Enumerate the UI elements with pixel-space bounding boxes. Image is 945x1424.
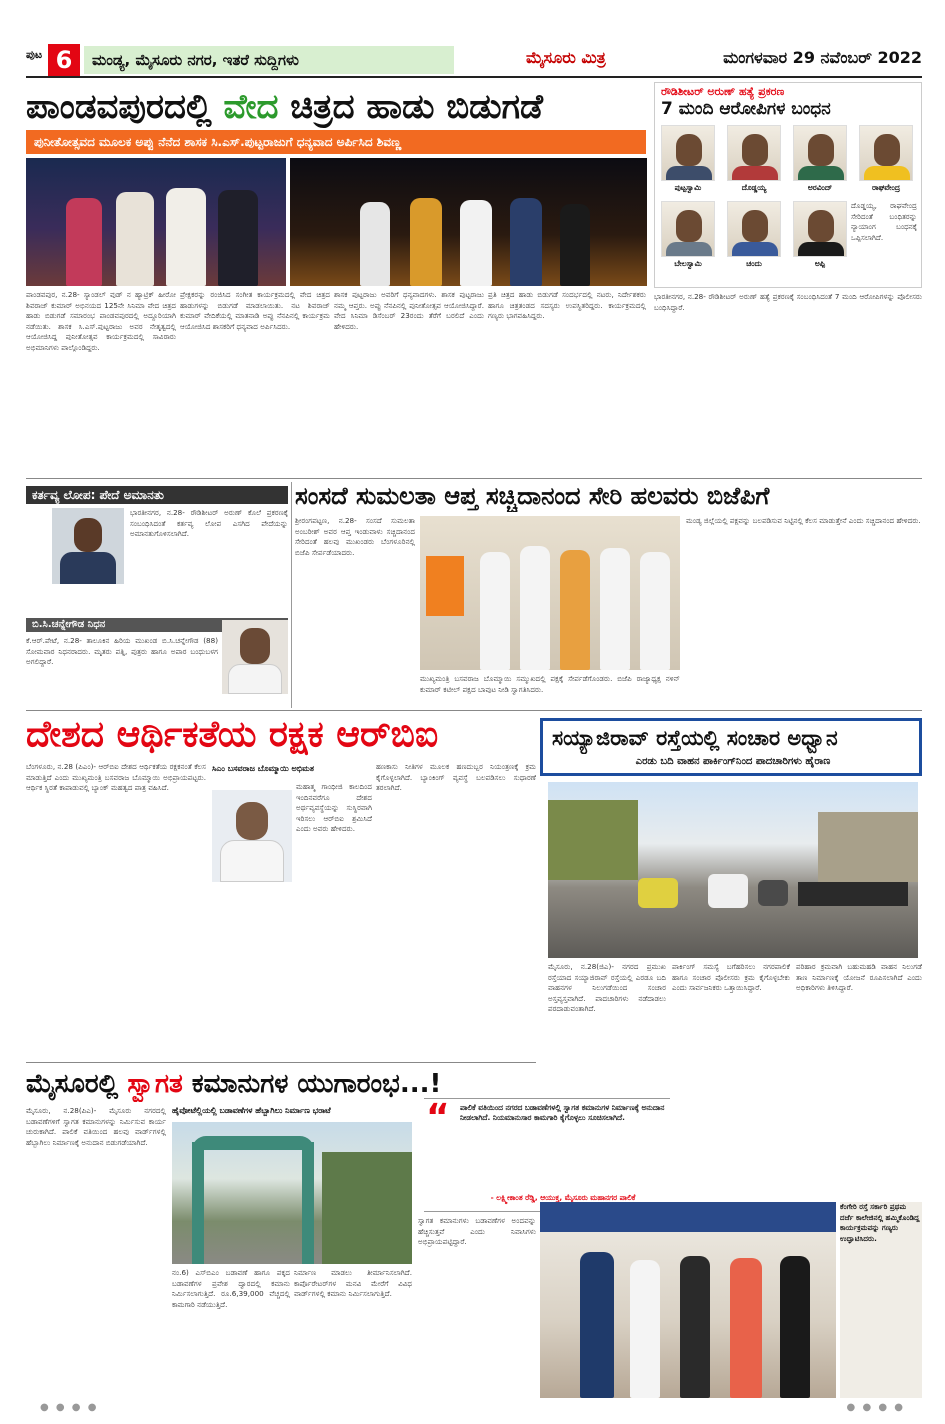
arches-body-col3: ನಿರ್ಮಾಣ ಮಾಡಲು ತೀರ್ಮಾನಿಸಲಾಗಿದೆ. ಕಾರ್ಪೊರೇಟರ್‌ಗಳ ಮನವಿ ಮೇರೆಗೆ ವಿವಿಧ ವಾರ್ಡ್‌ಗಳಲ್ಲಿ ಕಮಾನು ನಿರ್ಮಿಸಲಾಗುತ್ತಿದೆ. (294, 1268, 412, 1299)
photo-person (360, 202, 390, 286)
photo-person (218, 190, 258, 286)
veda-stage-photo-left (26, 158, 286, 286)
bjp-body-mid: ಮುಖ್ಯಮಂತ್ರಿ ಬಸವರಾಜ ಬೊಮ್ಮಾಯಿ ಸಮ್ಮುಖದಲ್ಲಿ ಪಕ್ಷಕ್ಕೆ ಸೇರ್ಪಡೆಗೊಂಡರು. ಬಿಜೆಪಿ ರಾಜ್ಯಾಧ್ಯಕ್ಷ ನಳಿನ್ ಕುಮಾರ್ ಕಟೀಲ್ ಪಕ್ಷದ ಬಾವುಟ ನೀಡಿ ಸ್ವಾಗತಿಸಿದರು. (420, 674, 680, 694)
photo-person (560, 204, 590, 286)
bjp-body-left: ಶ್ರೀರಂಗಪಟ್ಟಣ, ನ.28- ಸಂಸದೆ ಸುಮಲತಾ ಅಂಬರೀಶ್ ಅವರ ಆಪ್ತ ಇಂಡುವಾಳು ಸಚ್ಚಿದಾನಂದ ಸೇರಿದಂತೆ ಹಲವು ಮುಖಂಡರು ಬೆಂಗಳೂರಿನಲ್ಲಿ ಬಿಜೆಪಿ ಸೇರ್ಪಡೆಯಾದರು. (295, 516, 415, 557)
page-label: ಪುಟ (26, 48, 43, 61)
commissioner-quote-box (424, 1098, 670, 1212)
arrest-kicker: ರೌಡಿಶೀಟರ್ ಅರುಣ್ ಹತ್ಯೆ ಪ್ರಕರಣ (661, 85, 785, 98)
arrest-body: ಭಾರತೀನಗರ, ನ.28- ರೌಡಿಶೀಟರ್ ಅರುಣ್ ಹತ್ಯೆ ಪ್ರಕರಣಕ್ಕೆ ಸಂಬಂಧಿಸಿದಂತೆ 7 ಮಂದಿ ಆರೋಪಿಗಳನ್ನು ಪೊಲೀಸರು ಬಂಧಿಸಿದ್ದಾರೆ. (654, 292, 922, 312)
veda-headline (26, 84, 646, 130)
obituary-photo (222, 620, 288, 694)
accused-name: ಅರವಿಂದ್ (807, 183, 833, 192)
veda-body-col4: ಪ್ರತಿ ಚಿತ್ರದ ಹಾಡು ಬಿಡುಗಡೆ ಸಂದರ್ಭದಲ್ಲಿ ನಟರು, ನಿರ್ದೇಶಕರು ಹಾಗೂ ಚಿತ್ರತಂಡದ ಸದಸ್ಯರು ಉಪಸ್ಥಿತರಿದ್ದರು. ಕಾರ್ಯಕ್ರಮದಲ್ಲಿ ಗಣ್ಯರು ಭಾಗವಹಿಸಿದ್ದರು. (488, 290, 646, 321)
sayyaji-body-col2: ಪಾರ್ಕಿಂಗ್ ಸಮಸ್ಯೆ ಬಗೆಹರಿಸಲು ನಗರಪಾಲಿಕೆ ಹಾಗೂ ಸಂಚಾರ ಪೊಲೀಸರು ಕ್ರಮ ಕೈಗೊಳ್ಳಬೇಕು ಎಂದು ಸಾರ್ವಜನಿಕರು ಒತ್ತಾಯಿಸಿದ್ದಾರೆ. (672, 962, 790, 993)
college-event-caption: ಕೆಂಗೇರಿ ರಸ್ತೆ ಸರ್ಕಾರಿ ಪ್ರಥಮ ದರ್ಜೆ ಕಾಲೇಜಿನಲ್ಲಿ ಹಮ್ಮಿಕೊಂಡಿದ್ದ ಕಾರ್ಯಕ್ರಮವನ್ನು ಗಣ್ಯರು ಉದ್ಘಾಟಿಸಿದರು. (840, 1202, 922, 1398)
constable-photo (52, 508, 124, 584)
accused-name: ಪುಟ್ಟಸ್ವಾಮಿ (674, 183, 702, 192)
photo-person (410, 198, 442, 286)
bjp-body-mid-top (295, 674, 415, 708)
obituary-headline: ಬಿ.ಸಿ.ಚನ್ನೇಗೌಡ ನಿಧನ (26, 618, 288, 632)
accused-photo (859, 125, 913, 181)
veda-body-col3: ಶಾಸಕ ಪುಟ್ಟರಾಜು ಅವರಿಗೆ ಧನ್ಯವಾದಗಳು. ಶಾಸಕ ಪುಟ್ಟರಾಜು ನಮ್ಮ ಆಪ್ತರು. ಅಪ್ಪು ನೆನಪಿನಲ್ಲಿ ಪುನೀತೋತ್ಸವ ಆಯೋಜಿಸಿದ್ದಾರೆ. ವೇದ ಸಿನಿಮಾ ಡಿಸೆಂಬರ್ 23ರಂದು ತೆರೆಗೆ ಬರಲಿದೆ ಎಂದು ಹೇಳಿದರು. (334, 290, 484, 331)
arrest-body-right: ದೊಡ್ಡಯ್ಯ, ರಾಘವೇಂದ್ರ ಸೇರಿದಂತೆ ಬಂಧಿತರನ್ನು ನ್ಯಾಯಾಂಗ ಬಂಧನಕ್ಕೆ ಒಪ್ಪಿಸಲಾಗಿದೆ. (851, 201, 917, 242)
publication-date: ಮಂಗಳವಾರ 29 ನವೆಂಬರ್ 2022 (723, 48, 922, 67)
accused-name: ಅಪ್ಪಿ (814, 259, 826, 268)
divider (26, 1062, 536, 1063)
bjp-flag (426, 556, 464, 616)
veda-headline-part3: ಚಿತ್ರದ ಹಾಡು ಬಿಡುಗಡೆ (278, 87, 544, 127)
accused-name: ಬೇಲಸ್ವಾಮಿ (674, 259, 702, 268)
photo-person (166, 188, 206, 286)
veda-stage-photo-right (290, 158, 647, 286)
sayyaji-subhead: ಎರಡು ಬದಿ ವಾಹನ ಪಾರ್ಕಿಂಗ್‌ನಿಂದ ಪಾದಚಾರಿಗಳು ಹೈರಾಣ (635, 756, 831, 767)
bjp-joining-photo (420, 516, 680, 670)
veda-body-col1: ಪಾಂಡವಪುರ, ನ.28- ಸ್ಯಾಂಡಲ್ ವುಡ್ ನ ಹ್ಯಾಟ್ರಿಕ್ ಹೀರೋ ಶಿವರಾಜ್ ಕುಮಾರ್ ಅಭಿನಯದ 125ನೇ ಸಿನಿಮಾ ವೇದ ಚಿತ್ರದ ಹಾಡು ಬಿಡುಗಡೆ ಸಮಾರಂಭ ಪಾಂಡವಪುರದಲ್ಲಿ ಅದ್ದೂರಿಯಾಗಿ ನಡೆಯಿತು. ಶಾಸಕ ಸಿ.ಎಸ್.ಪುಟ್ಟರಾಜು ಅವರ ನೇತೃತ್ವದಲ್ಲಿ ಆಯೋಜಿಸಿದ್ದ ಪುನೀತೋತ್ಸವ ಕಾರ್ಯಕ್ರಮದಲ್ಲಿ ಸಾವಿರಾರು ಅಭಿಮಾನಿಗಳು ಪಾಲ್ಗೊಂಡಿದ್ದರು. (26, 290, 176, 352)
divider (26, 710, 922, 711)
rbi-cm-label: ಸಿಎಂ ಬಸವರಾಜ ಬೊಮ್ಮಾಯಿ ಅಭಿಮತ (212, 764, 315, 773)
photo-person (66, 198, 102, 286)
photo-person (460, 200, 492, 286)
arches-body-col2: ನಂ.6) ಎಸ್‌ಬಿಎಂ ಬಡಾವಣೆ ಹಾಗೂ ಪಕ್ಕದ ಬಡಾವಣೆಗಳ ಪ್ರವೇಶ ದ್ವಾರದಲ್ಲಿ ಕಮಾನು ನಿರ್ಮಿಸಲಾಗುತ್ತಿದೆ. ರೂ.6,39,000 ವೆಚ್ಚದಲ್ಲಿ ಕಾಮಗಾರಿ ನಡೆಯುತ್ತಿದೆ. (172, 1268, 290, 1309)
registration-marks-right: ● ● ● ● (846, 1402, 905, 1413)
arches-headline-part1: ಮೈಸೂರಲ್ಲಿ (26, 1069, 128, 1099)
section-title: ಮಂಡ್ಯ, ಮೈಸೂರು ನಗರ, ಇತರೆ ಸುದ್ದಿಗಳು (84, 46, 454, 74)
sayyaji-body-col1: ಮೈಸೂರು, ನ.28(ಜಿಎ)- ನಗರದ ಪ್ರಮುಖ ರಸ್ತೆಯಾದ ಸಯ್ಯಾಜಿರಾವ್ ರಸ್ತೆಯಲ್ಲಿ ಎರಡೂ ಬದಿ ವಾಹನಗಳ ನಿಲುಗಡೆಯಿಂದ ಸಂಚಾರ ಅಸ್ತವ್ಯಸ್ತವಾಗಿದೆ. ಪಾದಚಾರಿಗಳು ನಡೆದಾಡಲು ಪರದಾಡುವಂತಾಗಿದೆ. (548, 962, 666, 1014)
arrest-headline: 7 ಮಂದಿ ಆರೋಪಿಗಳ ಬಂಧನ (661, 99, 831, 119)
sayyaji-headline: ಸಯ್ಯಾಜಿರಾವ್ ರಸ್ತೆಯಲ್ಲಿ ಸಂಚಾರ ಅಧ್ವಾನ (552, 726, 838, 750)
quote-icon: “ (426, 1097, 450, 1138)
arches-headline-part3: ಕಮಾನುಗಳ ಯುಗಾರಂಭ...! (182, 1069, 442, 1099)
suspension-body: ಭಾರತೀನಗರ, ನ.28- ರೌಡಿಶೀಟರ್ ಅರುಣ್ ಕೊಲೆ ಪ್ರಕರಣಕ್ಕೆ ಸಂಬಂಧಿಸಿದಂತೆ ಕರ್ತವ್ಯ ಲೋಪ ಎಸಗಿದ ಪೇದೆಯನ್ನು ಅಮಾನತುಗೊಳಿಸಲಾಗಿದೆ. (130, 508, 288, 539)
cm-photo (212, 790, 292, 882)
sayyaji-road-photo (548, 782, 918, 958)
accused-photo (661, 125, 715, 181)
accused-photo (727, 201, 781, 257)
bjp-headline: ಸಂಸದೆ ಸುಮಲತಾ ಆಪ್ತ ಸಚ್ಚಿದಾನಂದ ಸೇರಿ ಹಲವರು ಬಿಜೆಪಿಗೆ (295, 482, 770, 510)
suspension-headline: ಕರ್ತವ್ಯ ಲೋಪ: ಪೇದೆ ಅಮಾನತು (26, 486, 288, 504)
arches-body-col1: ಮೈಸೂರು, ನ.28(ಪಿಎ)- ಮೈಸೂರು ನಗರದಲ್ಲಿ ಬಡಾವಣೆಗಳಿಗೆ ಸ್ವಾಗತ ಕಮಾನುಗಳನ್ನು ನಿರ್ಮಿಸುವ ಕಾರ್ಯ ಚುರುಕಾಗಿದೆ. ಪಾಲಿಕೆ ವತಿಯಿಂದ ಹಲವು ವಾರ್ಡ್‌ಗಳಲ್ಲಿ ಹೆಬ್ಬಾಗಿಲು ನಿರ್ಮಾಣಕ್ಕೆ ಅನುದಾನ ಬಿಡುಗಡೆಯಾಗಿದೆ. (26, 1106, 166, 1147)
veda-subhead: ಪುನೀತೋತ್ಸವದ ಮೂಲಕ ಅಪ್ಪು ನೆನೆದ ಶಾಸಕ ಸಿ.ಎಸ್.ಪುಟ್ಟರಾಜುಗೆ ಧನ್ಯವಾದ ಅರ್ಪಿಸಿದ ಶಿವಣ್ಣ (26, 130, 646, 154)
accused-photo (793, 125, 847, 181)
masthead (26, 44, 922, 78)
arches-headline (26, 1066, 546, 1102)
college-event-photo (540, 1202, 836, 1398)
arrest-story-box (654, 82, 922, 288)
bjp-body-right: ಮಂಡ್ಯ ಜಿಲ್ಲೆಯಲ್ಲಿ ಪಕ್ಷವನ್ನು ಬಲಪಡಿಸುವ ನಿಟ್ಟಿನಲ್ಲಿ ಕೆಲಸ ಮಾಡುತ್ತೇನೆ ಎಂದು ಸಚ್ಚಿದಾನಂದ ಹೇಳಿದರು. (686, 516, 921, 525)
accused-photo (727, 125, 781, 181)
accused-photo (793, 201, 847, 257)
accused-name: ಚಂದು (746, 259, 762, 268)
divider (26, 478, 922, 479)
veda-headline-part1: ಪಾಂಡವಪುರದಲ್ಲಿ (26, 87, 224, 127)
veda-body-col2: ಪ್ರೇಕ್ಷಕರನ್ನು ರಂಜಿಸಿದ ಸಂಗೀತ ಕಾರ್ಯಕ್ರಮದಲ್ಲಿ ವೇದ ಚಿತ್ರದ ಹಾಡುಗಳನ್ನು ಬಿಡುಗಡೆ ಮಾಡಲಾಯಿತು. ನಟ ಶಿವರಾಜ್ ಕುಮಾರ್ ವೇದಿಕೆಯಲ್ಲಿ ಮಾತನಾಡಿ ಅಪ್ಪು ನೆನಪಿನಲ್ಲಿ ಕಾರ್ಯಕ್ರಮ ಆಯೋಜಿಸಿದ ಶಾಸಕರಿಗೆ ಧನ್ಯವಾದ ಅರ್ಪಿಸಿದರು. (180, 290, 330, 331)
arches-body-col4: ಸ್ವಾಗತ ಕಮಾನುಗಳು ಬಡಾವಣೆಗಳ ಅಂದವನ್ನು ಹೆಚ್ಚಿಸುತ್ತವೆ ಎಂದು ನಿವಾಸಿಗಳು ಅಭಿಪ್ರಾಯಪಟ್ಟಿದ್ದಾರೆ. (418, 1216, 536, 1247)
rbi-body-col3: ಹಣಕಾಸು ನೀತಿಗಳ ಮೂಲಕ ಹಣದುಬ್ಬರ ನಿಯಂತ್ರಣಕ್ಕೆ ಕ್ರಮ ಕೈಗೊಳ್ಳಲಾಗಿದೆ. ಬ್ಯಾಂಕಿಂಗ್ ವ್ಯವಸ್ಥೆ ಬಲಪಡಿಸಲು ಸುಧಾರಣೆ ತರಲಾಗಿದೆ. (376, 762, 536, 793)
rbi-body-col2b (212, 886, 372, 1058)
commissioner-quote-author: - ಲಕ್ಷ್ಮೀಕಾಂತ ರೆಡ್ಡಿ, ಆಯುಕ್ತ, ಮೈಸೂರು ಮಹಾನಗರ ಪಾಲಿಕೆ (490, 1193, 636, 1202)
rbi-body-col2: ಮಹಾತ್ಮ ಗಾಂಧೀಜಿ ಕಾಲದಿಂದ ಇಂದಿನವರೆಗೂ ದೇಶದ ಅರ್ಥವ್ಯವಸ್ಥೆಯನ್ನು ಸುಸ್ಥಿರವಾಗಿ ಇರಿಸಲು ಆರ್‌ಬಿಐ ಶ್ರಮಿಸಿದೆ ಎಂದು ಅವರು ಹೇಳಿದರು. (296, 782, 372, 834)
accused-name: ರಾಘವೇಂದ್ರ (871, 183, 901, 192)
rbi-body-col1: ಬೆಂಗಳೂರು, ನ.28 (ಪಿಎಂ)- ಆರ್‌ಬಿಐ ದೇಶದ ಆರ್ಥಿಕತೆಯ ರಕ್ಷಕನಂತೆ ಕೆಲಸ ಮಾಡುತ್ತಿದೆ ಎಂದು ಮುಖ್ಯಮಂತ್ರಿ ಬಸವರಾಜ ಬೊಮ್ಮಾಯಿ ಅಭಿಪ್ರಾಯಪಟ್ಟರು. ಆರ್ಥಿಕ ಸ್ಥಿರತೆ ಕಾಪಾಡುವಲ್ಲಿ ಬ್ಯಾಂಕ್ ಮಹತ್ವದ ಪಾತ್ರ ವಹಿಸಿದೆ. (26, 762, 206, 793)
arches-headline-part2: ಸ್ವಾಗತ (127, 1069, 183, 1099)
column-rule (291, 482, 292, 708)
accused-name: ದೊಡ್ಡಯ್ಯ (741, 183, 767, 192)
paper-name: ಮೈಸೂರು ಮಿತ್ರ (526, 48, 606, 67)
veda-headline-part2: ವೇದ (223, 87, 279, 127)
photo-person (510, 198, 542, 286)
photo-person (116, 192, 154, 286)
arches-photo-kicker: ಹೈವೋಟೆಲ್ಲಿಯಲ್ಲಿ ಬಡಾವಣೆಗಳ ಹೆಬ್ಬಾಗಿಲು ನಿರ್ಮಾಣ ಭರಾಟೆ (172, 1106, 331, 1115)
commissioner-quote: ಪಾಲಿಕೆ ವತಿಯಿಂದ ನಗರದ ಬಡಾವಣೆಗಳಲ್ಲಿ ಸ್ವಾಗತ ಕಮಾನುಗಳ ನಿರ್ಮಾಣಕ್ಕೆ ಅನುದಾನ ನೀಡಲಾಗಿದೆ. ನಿಯಮಾನುಸಾರ ಕಾಮಗಾರಿ ಕೈಗೊಳ್ಳಲು ಸೂಚಿಸಲಾಗಿದೆ. (460, 1103, 665, 1122)
obituary-body: ಕೆ.ಆರ್.ಪೇಟೆ, ನ.28- ತಾಲೂಕಿನ ಹಿರಿಯ ಮುಖಂಡ ಬಿ.ಸಿ.ಚನ್ನೇಗೌಡ (88) ಸೋಮವಾರ ನಿಧನರಾದರು. ಮೃತರು ಪತ್ನಿ, ಪುತ್ರರು ಹಾಗೂ ಅಪಾರ ಬಂಧುಬಳಗ ಅಗಲಿದ್ದಾರೆ. (26, 636, 218, 667)
accused-photo (661, 201, 715, 257)
sayyaji-body-col3: ಪರಿಹಾರ ಕ್ರಮವಾಗಿ ಬಹುಮಹಡಿ ವಾಹನ ನಿಲುಗಡೆ ತಾಣ ನಿರ್ಮಾಣಕ್ಕೆ ಯೋಜನೆ ರೂಪಿಸಲಾಗಿದೆ ಎಂದು ಅಧಿಕಾರಿಗಳು ತಿಳಿಸಿದ್ದಾರೆ. (796, 962, 922, 993)
arch-photo (172, 1122, 412, 1264)
registration-marks-left: ● ● ● ● (40, 1402, 99, 1413)
page-number: 6 (48, 44, 80, 76)
rbi-headline: ದೇಶದ ಆರ್ಥಿಕತೆಯ ರಕ್ಷಕ ಆರ್‌ಬಿಐ (26, 714, 439, 755)
